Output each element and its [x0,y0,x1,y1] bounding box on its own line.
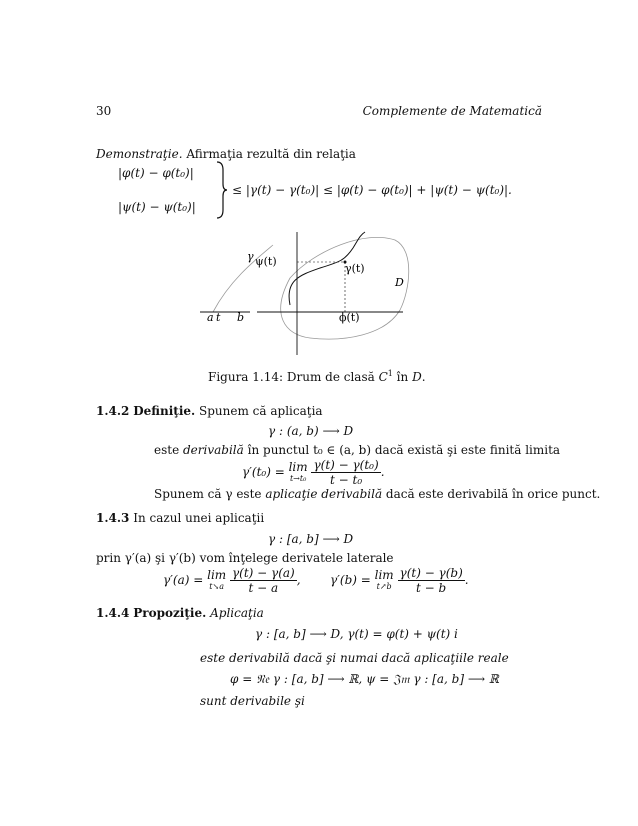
prop-144-line3: φ = 𝔑𝔢 γ : [a, b] ⟶ ℝ, ψ = 𝔍𝔪 γ : [a, b] ⟶ ℝ [230,672,499,686]
proof-line2: |ψ(t) − ψ(t₀)| [118,200,196,214]
page-number: 30 [96,104,112,118]
label-phi-t: ϕ(t) [339,311,360,324]
figure-diagram [195,220,420,360]
prop-144-map: γ : [a, b] ⟶ D, γ(t) = φ(t) + ψ(t) i [255,627,458,641]
def-142-line4: Spunem că γ este aplicaţie derivabilă dacă este derivabilă în orice punct. [154,487,601,501]
proof-inequality: ≤ |γ(t) − γ(t₀)| ≤ |φ(t) − φ(t₀)| + |ψ(t) − ψ(t₀)|. [232,183,512,197]
sec-143-left-derivative: γ′(a) = lim t↘a $\frac{\gamma(t) - \gamma(a)}{t - a}$ , [163,566,301,595]
prop-144-line2: este derivabilă dacă şi numai dacă aplicaţiile reale [200,651,509,665]
label-gamma-t: γ(t) [345,262,365,275]
label-a: a [207,311,214,324]
def-142-line2: este derivabilă în punctul t₀ ∈ (a, b) dacă există şi este finită limita [154,443,561,457]
proof-line1: |φ(t) − φ(t₀)| [118,166,194,180]
sec-143-heading: 1.4.3 In cazul unei aplicaţii [96,511,265,525]
running-title: Complemente de Matematică [362,104,542,118]
proof-intro [96,147,356,161]
prop-144-heading: 1.4.4 Propoziţie. Aplicaţia [96,606,264,620]
def-142-heading: 1.4.2 Definiţie. Spunem că aplicaţia [96,404,323,418]
sec-143-line2: prin γ′(a) şi γ′(b) vom înţelege derivatele laterale [96,551,394,565]
label-psi-t: ψ(t) [255,255,277,268]
label-D: D [395,276,404,289]
prop-144-line4: sunt derivabile şi [200,694,305,708]
label-b: b [237,311,245,324]
proof-text: Afirmaţia rezultă din relaţia [186,147,356,161]
label-t: t [216,311,221,324]
figure-caption: Figura 1.14: Drum de clasă $C^1$ în D. [208,369,426,384]
proof-label: Demonstraţie. [96,147,183,161]
sec-143-right-derivative: γ′(b) = lim t↗b $\frac{\gamma(t) - \gamma(b)}{t - b}$ . [330,566,469,595]
label-gamma: γ [247,250,254,263]
sec-143-map: γ : [a, b] ⟶ D [268,532,354,546]
proof-brace [215,160,229,220]
def-142-map: γ : (a, b) ⟶ D [268,424,354,438]
def-142-derivative: γ′(t₀) = lim t→t₀ $\frac{\text{γ(t) − γ(t₀)}}{\text{t − t₀}}$ . [242,458,385,487]
